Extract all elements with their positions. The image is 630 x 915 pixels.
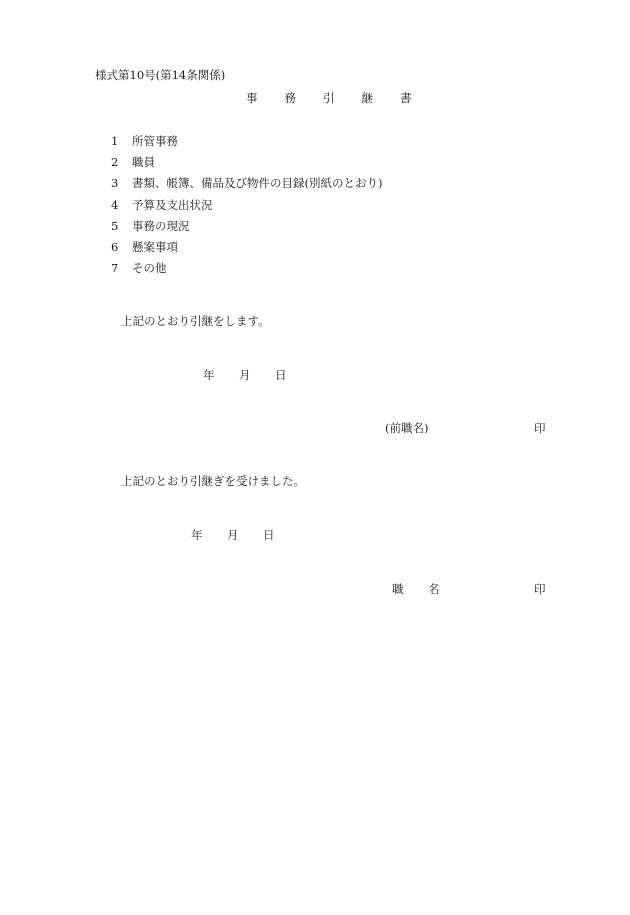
handover-date [203,370,287,382]
list-item [111,178,382,190]
receipt-statement: 上記のとおり引継ぎを受けました。 [121,474,305,488]
date-day: 日 [275,368,287,382]
position-label-char: 名 [428,582,440,596]
list-item [111,221,190,233]
form-number: 様式第10号(第14条関係) [95,68,226,82]
seal-mark: 印 [534,421,546,435]
item-number: 3 [111,176,119,190]
receipt-date [191,530,275,542]
title-char: 務 [284,91,296,105]
item-number: 7 [111,261,119,275]
item-number: 6 [111,240,119,254]
list-item [111,263,167,275]
item-text: 懸案事項 [132,240,178,254]
item-number: 4 [111,198,119,212]
seal-mark: 印 [534,582,546,596]
title-char: 事 [246,91,258,105]
title-char: 書 [400,91,412,105]
date-month: 月 [239,368,251,382]
list-item [111,136,178,148]
list-item [111,200,213,212]
document-title [246,93,412,105]
date-day: 日 [263,528,275,542]
list-item [111,157,155,169]
position-label-char: 職 [392,582,404,596]
item-text: 予算及支出状況 [132,198,213,212]
title-char: 引 [323,91,335,105]
item-text: その他 [132,261,167,275]
list-item [111,242,178,254]
title-char: 継 [361,91,373,105]
item-number: 5 [111,219,119,233]
date-year: 年 [191,528,203,542]
item-number: 2 [111,155,119,169]
item-text: 所管事務 [132,134,178,148]
former-position-label: (前職名) [385,421,429,435]
item-text: 書類、帳簿、備品及び物件の目録(別紙のとおり) [132,176,383,190]
handover-statement: 上記のとおり引継をします。 [121,314,270,328]
position-label [392,584,440,596]
date-month: 月 [227,528,239,542]
item-text: 職員 [132,155,155,169]
item-number: 1 [111,134,119,148]
date-year: 年 [203,368,215,382]
item-text: 事務の現況 [132,219,190,233]
